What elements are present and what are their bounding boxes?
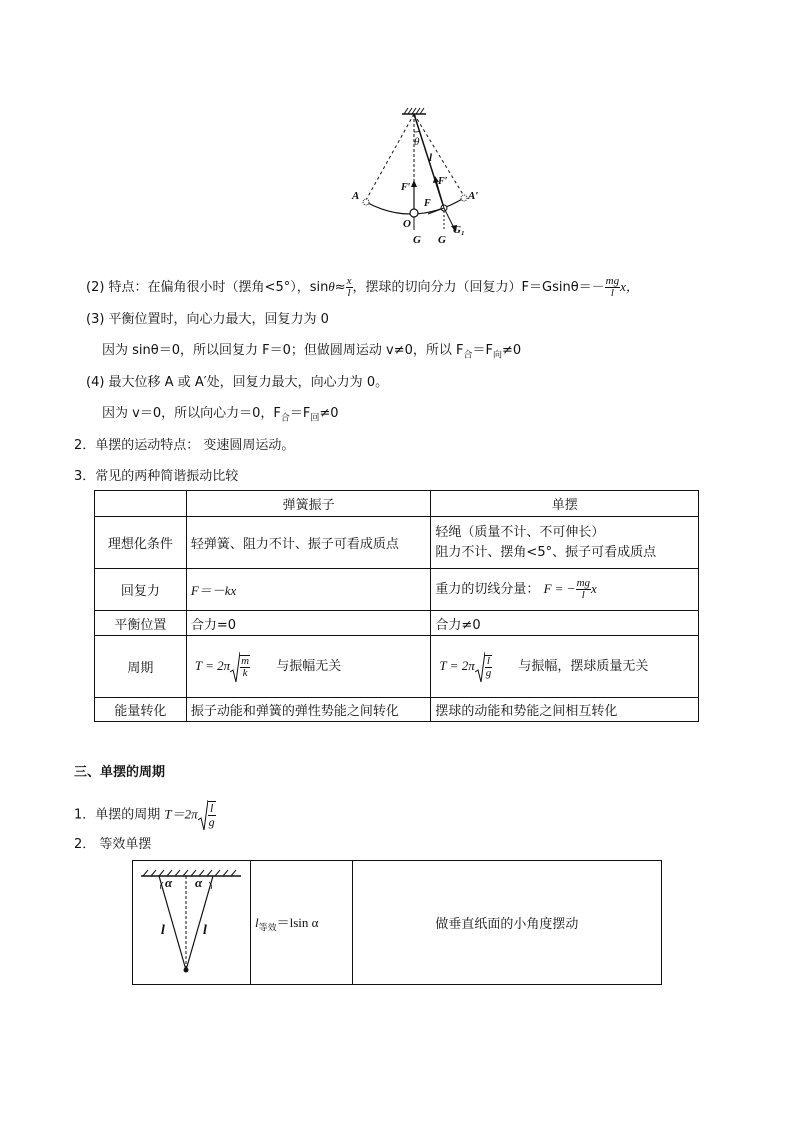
label-a: A	[352, 190, 360, 202]
cell-spring: 振子动能和弹簧的弹性势能之间转化	[186, 698, 431, 722]
comparison-table	[94, 490, 699, 722]
item-3-heading: 3．常见的两种简谐振动比较	[74, 469, 239, 484]
cell-spring: T = 2π $\frac{m}{k}$ 与振幅无关	[186, 636, 431, 698]
item-2-motion: 2．单摆的运动特点： 变速圆周运动。	[74, 438, 295, 453]
label-l-left: l	[161, 923, 165, 938]
cell-pendulum: 重力的切线分量： F = − $\frac{mg}{l}$ x	[431, 569, 699, 611]
sqrt-sign	[198, 798, 208, 832]
cell-diagram	[133, 861, 251, 985]
cell-spring: F＝－kx	[186, 569, 431, 611]
point-4-detail: 因为 v＝0，所以向心力＝0，$F_合=F_回\ne 0$	[102, 406, 339, 424]
label-l: l	[429, 152, 433, 164]
section-3-item-2: 2． 等效单摆	[74, 837, 152, 852]
label-f: F	[424, 198, 431, 209]
cell-pendulum: 合力≠0	[431, 611, 699, 636]
cell-formula: $l_{等效}=lsin$ α	[250, 861, 352, 985]
label-alpha-left: α	[165, 875, 173, 890]
label-alpha-right: α	[195, 875, 203, 890]
label-g-left: G	[413, 234, 421, 246]
fraction-x-over-l: $\frac{x}{l}$	[346, 275, 352, 299]
cell-spring: 轻弹簧、阻力不计、振子可看成质点	[186, 517, 431, 569]
pendulum-diagram	[340, 104, 490, 248]
point-4-title: (4) 最大位移 A 或 A′处，回复力最大，向心力为 0。	[86, 375, 389, 390]
header-spring: 弹簧振子	[186, 491, 431, 517]
row-label: 周期	[95, 636, 187, 698]
row-label: 理想化条件	[95, 517, 187, 569]
label-a-prime: A′	[468, 190, 479, 202]
cell-description: 做垂直纸面的小角度摆动	[352, 861, 661, 985]
section-3-item-1: 1．单摆的周期 T＝2π $\frac{l}{g}$	[74, 798, 216, 832]
label-f-prime-right: F′	[438, 176, 448, 187]
point-2: (2) 特点：在偏角很小时（摆角<5°），sinθ≈ $\frac{x}{l}$ ，摆球的切向分力（回复力）F＝Gsinθ＝－ $\frac{mg}{l}$ x，	[86, 275, 639, 299]
fraction-mg-over-l: $\frac{mg}{l}$	[605, 275, 620, 299]
cell-pendulum: 摆球的动能和势能之间相互转化	[431, 698, 699, 722]
cell-spring: 合力=0	[186, 611, 431, 636]
label-theta: θ	[414, 136, 420, 148]
point-3-title: (3) 平衡位置时，向心力最大，回复力为 0	[86, 312, 329, 327]
label-f-prime-left: F′	[401, 182, 411, 193]
header-pendulum: 单摆	[431, 491, 699, 517]
label-g1: G₁	[453, 224, 465, 236]
row-label: 能量转化	[95, 698, 187, 722]
cell-pendulum: 轻绳（质量不计、不可伸长） 阻力不计、摆角<5°、振子可看成质点	[431, 517, 699, 569]
equivalent-pendulum-table	[132, 860, 662, 985]
double-string-pendulum-diagram	[133, 862, 249, 984]
label-l-right: l	[203, 923, 207, 938]
label-g-right: G	[438, 234, 446, 246]
section-3-heading: 三、单摆的周期	[74, 765, 166, 780]
label-o: O	[403, 218, 411, 230]
row-label: 平衡位置	[95, 611, 187, 636]
point-3-detail: 因为 sinθ＝0，所以回复力 F＝0；但做圆周运动 v≠0，所以 $F_合=F_向\ne 0$	[102, 343, 522, 361]
row-label: 回复力	[95, 569, 187, 611]
sqrt-sign	[475, 650, 485, 684]
sqrt-sign	[230, 650, 240, 684]
cell-pendulum: T = 2π $\frac{l}{g}$ 与振幅，摆球质量无关	[431, 636, 699, 698]
